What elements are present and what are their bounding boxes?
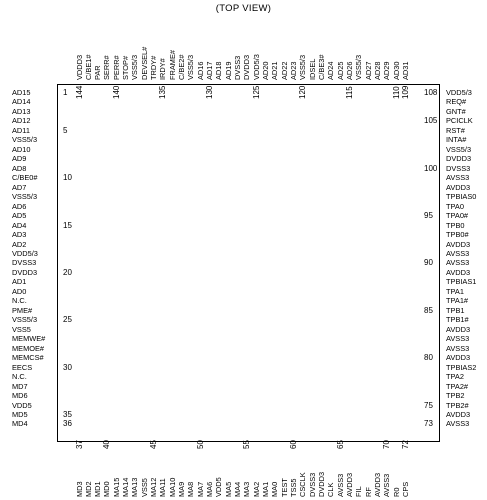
bottom-pin-label: VDD5 [214, 477, 224, 497]
view-title: (TOP VIEW) [215, 3, 272, 14]
left-pin-label: MD5 [12, 409, 28, 419]
right-pin-label: AVSS3 [446, 248, 470, 258]
left-pin-label: AD12 [12, 116, 31, 126]
right-pin-label: AVDD3 [446, 409, 471, 419]
top-pin-label: VSS5/3 [186, 54, 196, 80]
chip-outline [57, 84, 440, 442]
right-pin-label: DVDD3 [446, 154, 472, 164]
left-pin-number: 30 [63, 362, 72, 372]
left-pin-label: MEMWE# [12, 334, 46, 344]
bottom-pin-number: 70 [382, 440, 392, 449]
bottom-pin-label: TEST [279, 478, 289, 497]
left-pin-number: 10 [63, 173, 72, 183]
right-pin-label: VSS5/3 [446, 144, 472, 154]
left-pin-label: MD6 [12, 391, 28, 401]
left-pin-number: 15 [63, 220, 72, 230]
top-pin-label: C/BE3# [317, 54, 327, 80]
left-pin-number: 1 [63, 88, 68, 97]
left-pin-label: AD13 [12, 106, 31, 116]
right-pin-label: AVDD3 [446, 353, 471, 363]
right-pin-label: TPBIAS0 [446, 192, 477, 202]
right-pin-label: AVSS3 [446, 343, 470, 353]
right-pin-number: 108 [424, 88, 438, 97]
bottom-pin-number: 50 [195, 440, 205, 449]
bottom-pin-label: MA13 [130, 477, 140, 497]
top-pin-label: PERR# [111, 55, 121, 80]
top-pin-label: VSS5/3 [354, 54, 364, 80]
right-pin-label: TPBIAS1 [446, 277, 477, 287]
bottom-pin-label: MD1 [93, 481, 103, 497]
top-pin-number: 115 [345, 86, 355, 99]
bottom-pin-label: FIL [354, 486, 364, 497]
right-pin-label: TPA2# [446, 381, 469, 391]
bottom-pin-label: MA2 [251, 481, 261, 497]
bottom-pin-number: 72 [401, 440, 411, 449]
left-pin-number: 35 [63, 409, 72, 419]
right-pin-number: 100 [424, 163, 438, 173]
bottom-pin-number: 60 [289, 440, 299, 449]
left-pin-number: 25 [63, 315, 72, 325]
right-pin-label: AVDD3 [446, 239, 471, 249]
bottom-pin-number: 40 [102, 440, 112, 449]
left-pin-label: AD2 [12, 239, 27, 249]
bottom-pin-number: 45 [149, 440, 159, 449]
left-pin-label: AD10 [12, 144, 31, 154]
left-pin-label: DVSS3 [12, 258, 37, 268]
right-pin-number: 75 [424, 400, 433, 410]
bottom-pin-label: R0 [391, 487, 401, 497]
top-pin-label: AD16 [195, 61, 205, 80]
left-pin-label: MD4 [12, 419, 28, 429]
left-pin-number: 5 [63, 125, 68, 135]
right-pin-label: AVSS3 [446, 173, 470, 183]
top-pin-label: AD31 [401, 61, 411, 80]
top-pin-label: DVDD3 [242, 54, 252, 80]
left-pin-label: VDD5 [12, 400, 32, 410]
bottom-pin-number: 37 [74, 440, 84, 449]
top-pin-label: AD19 [223, 61, 233, 80]
bottom-pin-label: DVDD3 [317, 471, 327, 497]
bottom-pin-label: RF [363, 487, 373, 497]
top-pin-number: 110 [391, 86, 401, 99]
right-pin-label: DVSS3 [446, 163, 471, 173]
top-pin-label: AD20 [261, 61, 271, 80]
left-pin-label: AD14 [12, 97, 31, 107]
right-pin-number: 85 [424, 305, 433, 315]
right-pin-label: TPA1# [446, 296, 469, 306]
top-pin-label: AD17 [205, 61, 215, 80]
right-pin-label: INTA# [446, 135, 467, 145]
right-pin-label: AVDD3 [446, 182, 471, 192]
left-pin-label: N.C. [12, 296, 27, 306]
top-pin-label: IDSEL [307, 58, 317, 80]
right-pin-label: AVSS3 [446, 258, 470, 268]
top-pin-label: AD28 [373, 61, 383, 80]
right-pin-label: TPA1 [446, 286, 464, 296]
bottom-pin-label: AVDD3 [373, 472, 383, 497]
right-pin-label: TPB2# [446, 400, 469, 410]
top-pin-label: PAR [93, 65, 103, 80]
bottom-pin-label: MA7 [195, 481, 205, 497]
left-pin-label: AD11 [12, 125, 30, 135]
left-pin-label: PME# [12, 305, 33, 315]
right-pin-label: TPB1# [446, 315, 469, 325]
left-pin-label: AD4 [12, 220, 27, 230]
left-pin-label: VSS5/3 [12, 315, 38, 325]
left-pin-label: C/BE0# [12, 173, 38, 183]
bottom-pin-label: MD2 [83, 481, 93, 497]
right-pin-label: AVDD3 [446, 324, 471, 334]
left-pin-label: VSS5/3 [12, 192, 38, 202]
top-pin-label: TRDY# [149, 55, 159, 80]
right-pin-label: TPA0 [446, 201, 464, 211]
top-pin-label: AD25 [335, 61, 345, 80]
right-pin-number: 73 [424, 419, 433, 429]
bottom-pin-label: TSS5 [289, 478, 299, 497]
bottom-pin-label: MA11 [158, 478, 168, 497]
top-pin-number: 109 [401, 85, 411, 99]
top-pin-label: VDDD3 [74, 54, 84, 80]
right-pin-label: REQ# [446, 97, 467, 107]
top-pin-label: FRAME# [167, 50, 177, 80]
top-pin-number: 140 [111, 85, 121, 99]
bottom-pin-label: MA14 [121, 477, 131, 497]
right-pin-label: AVSS3 [446, 334, 470, 344]
right-pin-number: 105 [424, 116, 438, 126]
top-pin-label: AD18 [214, 61, 224, 80]
right-pin-label: TPB2 [446, 391, 465, 401]
top-pin-label: AD23 [289, 61, 299, 80]
left-pin-number: 20 [63, 267, 72, 277]
right-pin-number: 80 [424, 353, 433, 363]
top-pin-label: IRDY# [158, 58, 168, 80]
bottom-pin-label: VSS5 [139, 478, 149, 497]
left-pin-label: MEMCS# [12, 353, 44, 363]
left-pin-label: N.C. [12, 372, 27, 382]
right-pin-label: TPB0# [446, 230, 469, 240]
top-pin-number: 130 [205, 85, 215, 99]
bottom-pin-label: AVSS3 [335, 473, 345, 497]
left-pin-label: VSS5 [12, 324, 31, 334]
left-pin-label: AD8 [12, 163, 27, 173]
bottom-pin-label: AVSS3 [382, 473, 392, 497]
left-pin-label: EECS [12, 362, 33, 372]
right-pin-label: GNT# [446, 106, 466, 116]
bottom-pin-label: CPS [401, 481, 411, 497]
top-pin-label: DEVSEL# [139, 46, 149, 80]
top-pin-number: 125 [251, 85, 261, 99]
left-pin-label: AD1 [12, 277, 27, 287]
left-pin-label: MD7 [12, 381, 28, 391]
bottom-pin-number: 65 [335, 440, 345, 449]
top-pin-label: VDD5/3 [251, 54, 261, 80]
top-pin-number: 135 [158, 85, 168, 99]
left-pin-label: AD0 [12, 286, 27, 296]
top-pin-label: AD22 [279, 61, 289, 80]
top-pin-number: 144 [74, 85, 84, 99]
right-pin-label: TPB0 [446, 220, 465, 230]
top-pin-label: AD30 [391, 61, 401, 80]
bottom-pin-label: MA15 [111, 477, 121, 497]
right-pin-label: PCICLK [446, 116, 473, 126]
bottom-pin-label: MA9 [177, 481, 187, 497]
top-pin-label: C/BE2# [177, 54, 187, 80]
top-pin-label: AD29 [382, 61, 392, 80]
top-pin-label: STOP# [121, 55, 131, 80]
bottom-pin-label: MA4 [233, 481, 243, 497]
right-pin-label: TPBIAS2 [446, 362, 477, 372]
bottom-pin-label: MD3 [74, 481, 84, 497]
bottom-pin-label: MA6 [205, 481, 215, 497]
right-pin-label: TPA2 [446, 372, 464, 382]
top-pin-label: DVSS3 [233, 55, 243, 80]
bottom-pin-label: MA12 [149, 477, 159, 497]
top-pin-label: SERR# [102, 55, 112, 80]
top-pin-label: AD26 [345, 61, 355, 80]
right-pin-number: 95 [424, 211, 433, 221]
left-pin-label: AD15 [12, 88, 31, 97]
left-pin-label: AD9 [12, 154, 27, 164]
top-pin-number: 120 [298, 85, 308, 99]
top-pin-label: C/BE1# [83, 54, 93, 80]
left-pin-label: VDD5/3 [12, 248, 38, 258]
left-pin-label: AD7 [12, 182, 27, 192]
top-pin-label: VSS5/3 [298, 54, 308, 80]
right-pin-label: AVSS3 [446, 419, 470, 429]
left-pin-label: DVDD3 [12, 267, 38, 277]
right-pin-label: RST# [446, 125, 465, 135]
bottom-pin-label: MD0 [102, 481, 112, 497]
bottom-pin-label: CLK [326, 482, 336, 497]
left-pin-label: AD6 [12, 201, 27, 211]
top-pin-label: AD21 [270, 61, 280, 80]
bottom-pin-label: AVDD3 [345, 472, 355, 497]
bottom-pin-label: MA1 [261, 481, 271, 497]
bottom-pin-label: MA0 [270, 481, 280, 497]
bottom-pin-label: MA5 [223, 481, 233, 497]
left-pin-label: AD3 [12, 230, 27, 240]
right-pin-label: AVDD3 [446, 267, 471, 277]
top-pin-label: AD27 [363, 61, 373, 80]
left-pin-number: 36 [63, 419, 72, 429]
right-pin-number: 90 [424, 258, 433, 268]
left-pin-label: MEMOE# [12, 343, 45, 353]
bottom-pin-number: 55 [242, 440, 252, 449]
bottom-pin-label: MA3 [242, 481, 252, 497]
bottom-pin-label: MA8 [186, 481, 196, 497]
top-pin-label: AD24 [326, 61, 336, 80]
left-pin-label: AD5 [12, 211, 27, 221]
bottom-pin-label: CSCLK [298, 472, 308, 497]
right-pin-label: TPB1 [446, 305, 465, 315]
right-pin-label: TPA0# [446, 211, 469, 221]
top-pin-label: VSS5/3 [130, 54, 140, 80]
bottom-pin-label: DVSS3 [307, 472, 317, 497]
bottom-pin-label: MA10 [167, 477, 177, 497]
left-pin-label: VSS5/3 [12, 135, 38, 145]
right-pin-label: VDD5/3 [446, 88, 472, 97]
